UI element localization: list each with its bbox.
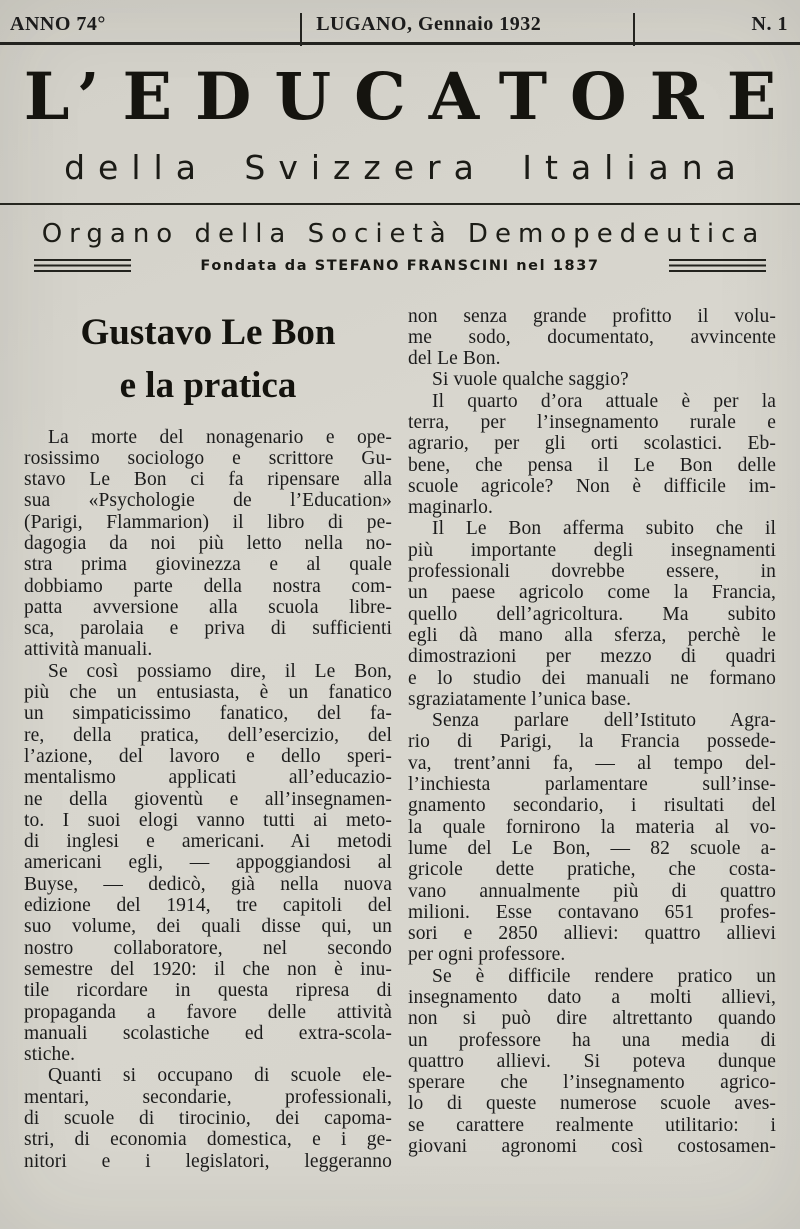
header-place-date: LUGANO, Gennaio 1932 bbox=[316, 13, 542, 35]
text-line: non si può dire altrettanto quando bbox=[408, 1008, 776, 1030]
text-line: un simpaticissimo fanatico, del fa- bbox=[24, 703, 392, 725]
header-divider-left bbox=[300, 13, 302, 46]
masthead-subtitle: della Svizzera Italiana bbox=[64, 147, 749, 187]
text-line: giovani agronomi così costosamen- bbox=[408, 1136, 776, 1158]
article-column bbox=[24, 306, 392, 1172]
text-line: di scuole di tirocinio, dei capoma- bbox=[24, 1108, 392, 1129]
organ-line: Organo della Società Demopedeutica bbox=[41, 218, 766, 249]
article bbox=[0, 306, 800, 1172]
article-title-line: e la pratica bbox=[119, 364, 297, 406]
text-line: non senza grande profitto il volu- bbox=[408, 305, 776, 327]
article-column bbox=[408, 306, 776, 1172]
text-line: l’inchiesta parlamentare sull’inse- bbox=[408, 774, 776, 796]
text-line: scuole agricole? Non è difficile im- bbox=[408, 475, 776, 497]
text-line: lume del Le Bon, — 82 scuole a- bbox=[408, 837, 776, 859]
text-line: maginarlo. bbox=[408, 497, 493, 519]
text-line: più importante degli insegnamenti bbox=[408, 539, 776, 561]
text-line: nostro collaboratore, nel secondo bbox=[24, 937, 392, 959]
text-line: gnamento secondario, i risultati del bbox=[408, 795, 776, 817]
paragraph bbox=[408, 369, 776, 390]
header-issue-number: N. 1 bbox=[751, 13, 788, 35]
text-line: sgraziatamente l’unica base. bbox=[408, 688, 632, 710]
text-line: sua «Psychologie de l’Education» bbox=[24, 490, 392, 512]
text-line: vano annualmente più di quattro bbox=[408, 880, 776, 902]
text-line: rosissimo sociologo e scrittore Gu- bbox=[24, 447, 392, 469]
text-line: del Le Bon. bbox=[408, 348, 501, 370]
text-line: quattro allievi. Si poteva dunque bbox=[408, 1050, 776, 1072]
text-line: attività manuali. bbox=[24, 639, 153, 661]
text-line: lo di queste numerose scuole aves- bbox=[408, 1093, 776, 1115]
text-line: mentari, secondarie, professionali, bbox=[24, 1086, 392, 1108]
text-line: stri, di economia domestica, e i ge- bbox=[24, 1129, 392, 1151]
text-line: dagogia da noi più letto nella no- bbox=[24, 532, 392, 554]
text-line: va, trent’anni fa, — al tempo del- bbox=[408, 752, 776, 774]
text-line: Quanti si occupano di scuole ele- bbox=[48, 1065, 392, 1087]
text-line: bene, che pensa il Le Bon delle bbox=[408, 454, 776, 476]
text-line: stra prima giovinezza e al quale bbox=[24, 554, 392, 576]
article-title-line: Gustavo Le Bon bbox=[80, 311, 336, 353]
text-line: egli dà mano alla sferza, perchè le bbox=[408, 624, 776, 646]
masthead-title: L’EDUCATORE bbox=[23, 58, 800, 135]
text-line: Il Le Bon afferma subito che il bbox=[432, 518, 776, 540]
text-line: me sodo, documentato, avvincente bbox=[408, 326, 776, 348]
paragraph bbox=[24, 427, 392, 661]
text-line: l’azione, del lavoro e dello speri- bbox=[24, 745, 392, 767]
text-line: mentalismo applicati all’educazio- bbox=[24, 767, 392, 789]
text-line: sperare che l’insegnamento agrico- bbox=[408, 1072, 776, 1094]
paragraph bbox=[408, 518, 776, 710]
header-rule bbox=[0, 42, 800, 45]
rule-stack-left bbox=[34, 259, 131, 272]
text-line: quello dell’agricoltura. Ma subito bbox=[408, 603, 776, 625]
text-line: Se è difficile rendere pratico un bbox=[432, 965, 776, 987]
text-line: stiche. bbox=[24, 1044, 76, 1066]
text-line: tile ricordare in questa ripresa di bbox=[24, 980, 392, 1002]
paragraph bbox=[408, 306, 776, 370]
masthead-rule bbox=[0, 203, 800, 205]
text-line: Buyse, — dedicò, già nella nuova bbox=[24, 873, 392, 895]
founder-row bbox=[0, 258, 800, 274]
text-line: rio di Parigi, la Francia possede- bbox=[408, 731, 776, 753]
text-line: edizione del 1914, tre capitoli del bbox=[24, 895, 392, 917]
text-line: semestre del 1920: il che non è inu- bbox=[24, 958, 392, 980]
text-line: se carattere realmente utilitario: i bbox=[408, 1114, 776, 1136]
founder-line: Fondata da STEFANO FRANSCINI nel 1837 bbox=[200, 257, 600, 274]
text-line: Se così possiamo dire, il Le Bon, bbox=[48, 660, 392, 682]
text-line: per ogni professore. bbox=[408, 944, 566, 966]
text-line: stavo Le Bon ci fa ripensare alla bbox=[24, 469, 392, 491]
text-line: La morte del nonagenario e ope- bbox=[48, 426, 392, 448]
text-line: patta avversione alla scuola libre- bbox=[24, 596, 392, 618]
text-line: gricole dette pratiche, che costa- bbox=[408, 859, 776, 881]
text-line: sca, parolaia e priva di sufficienti bbox=[24, 618, 392, 640]
text-line: insegnamento dato a molti allievi, bbox=[408, 987, 776, 1008]
text-line: e lo studio dei manuali ne formano bbox=[408, 667, 776, 689]
page-header bbox=[0, 0, 800, 42]
text-line: re, della pratica, dell’esercizio, del bbox=[24, 724, 392, 746]
text-line: Senza parlare dell’Istituto Agra- bbox=[432, 710, 776, 732]
text-line: Il quarto d’ora attuale è per la bbox=[432, 390, 776, 412]
header-divider-right bbox=[633, 13, 635, 46]
text-line: americani egli, — appoggiandosi al bbox=[24, 852, 392, 874]
text-line: di inglesi e americani. Ai metodi bbox=[24, 831, 392, 853]
text-line: milioni. Esse contavano 651 profes- bbox=[408, 901, 776, 923]
text-line: più che un entusiasta, è un fanatico bbox=[24, 682, 392, 704]
text-line: suo volume, dei quali disse qui, un bbox=[24, 916, 392, 938]
text-line: agrario, per gli orti scolastici. Eb- bbox=[408, 433, 776, 455]
text-line: un professore ha una media di bbox=[408, 1029, 776, 1051]
rule-stack-right bbox=[669, 259, 766, 272]
paragraph bbox=[408, 966, 776, 1158]
text-line: manuali scolastiche ed extra-scola- bbox=[24, 1022, 392, 1044]
text-line: sori e 2850 allievi: quattro allievi bbox=[408, 923, 776, 945]
header-anno: ANNO 74° bbox=[10, 13, 106, 35]
text-line: professionali dovrebbe essere, in bbox=[408, 561, 776, 583]
text-line: to. I suoi elogi vanno tutti ai meto- bbox=[24, 809, 392, 831]
paragraph bbox=[408, 391, 776, 519]
text-line: ne della gioventù e all’insegnamen- bbox=[24, 788, 392, 810]
text-line: la quale fornirono la materia al vo- bbox=[408, 816, 776, 838]
paragraph bbox=[24, 661, 392, 1066]
text-line: un paese agricolo come la Francia, bbox=[408, 582, 776, 604]
article-title bbox=[24, 306, 392, 412]
paragraph bbox=[408, 710, 776, 966]
text-line: propaganda a favore delle attività bbox=[24, 1001, 392, 1023]
text-line: terra, per l’insegnamento rurale e bbox=[408, 411, 776, 433]
text-line: dimostrazioni per mezzo di quadri bbox=[408, 646, 776, 668]
text-line: nitori e i legislatori, leggeranno bbox=[24, 1150, 392, 1172]
text-line: (Parigi, Flammarion) il libro di pe- bbox=[24, 511, 392, 533]
text-line: Si vuole qualche saggio? bbox=[432, 369, 629, 391]
text-line: dobbiamo parte della nostra com- bbox=[24, 575, 392, 597]
paragraph bbox=[24, 1065, 392, 1171]
